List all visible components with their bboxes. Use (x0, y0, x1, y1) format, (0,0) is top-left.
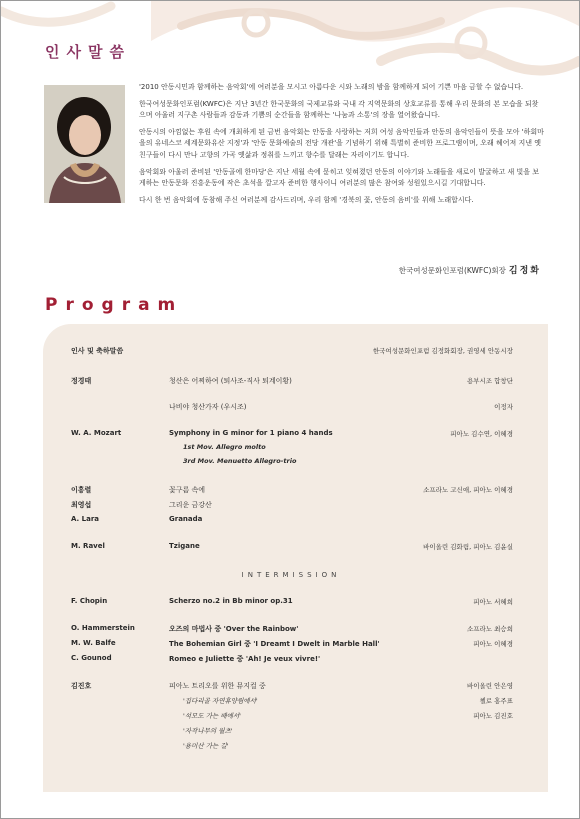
signature-org: 한국여성문화인포럼(KWFC)회장 (398, 266, 506, 275)
program-piece: 청산은 어찌하여 (퇴사조-직사 퇴계이황) (169, 377, 292, 385)
program-piece: Granada (169, 515, 203, 523)
program-performer: W. A. Mozart (71, 429, 122, 437)
program-performer: C. Gounod (71, 654, 112, 662)
program-artists: 피아노 이혜경 (473, 640, 513, 648)
program-performer: 인사 및 축하말씀 (71, 347, 124, 355)
program-artists: 소프라노 고신애, 피아노 이혜경 (423, 486, 513, 494)
program-title: Program (45, 295, 184, 315)
program-piece: 나비야 청산가자 (우시조) (169, 403, 247, 411)
program-movement: 1st Mov. Allegro molto (183, 443, 266, 451)
portrait-photo (44, 85, 125, 203)
program-performer: 이흥렬 (71, 486, 92, 494)
program-performer: F. Chopin (71, 597, 108, 605)
program-piece: 꽃구름 속에 (169, 486, 206, 494)
program-artists: 이정자 (494, 403, 513, 411)
program-performer: O. Hammerstein (71, 624, 135, 632)
greeting-paragraph: '2010 안동시민과 함께하는 음악회'에 여러분을 모시고 아름다운 시와 노래의 밤을 함께하게 되어 기쁜 마음 금할 수 없습니다. (139, 83, 524, 91)
greeting-paragraph: 한국여성문화인포럼(KWFC)은 지난 3년간 한국문화의 국제교류와 국내 각 지역문화의 상호교류를 통해 우리 문화의 본 모습을 되찾으며 아울러 지구촌 사람들과 감동과 기쁨의 순간들을 함께하는 '나눔과 소통'의 장을 열어왔습니다. (139, 99, 539, 120)
program-performer: M. Ravel (71, 542, 105, 550)
signature (399, 263, 541, 276)
program-panel (43, 324, 548, 792)
program-artists: 피아노 서혜희 (473, 598, 513, 606)
program-artists: 첼로 홍주표 (479, 697, 513, 705)
program-movement: 3rd Mov. Menuetto Allegro-trio (183, 457, 297, 465)
program-performer: 김진호 (71, 682, 92, 690)
program-artists: 피아노 김수연, 이혜경 (450, 430, 513, 438)
program-piece: 오즈의 마법사 중 'Over the Rainbow' (169, 625, 299, 633)
program-piece: Romeo e Juliette 중 'Ah! Je veux vivre!' (169, 655, 321, 663)
program-piece: 그리운 금강산 (169, 501, 212, 509)
program-artists: 용부시조 합창단 (466, 377, 513, 385)
program-artists: 바이올린 김화림, 피아노 김윤실 (423, 543, 513, 551)
program-movement: '용미산 가는 길' (183, 742, 229, 750)
program-artists: 바이올린 안은영 (466, 682, 513, 690)
program-movement: '집다리골 자연휴양림에서' (183, 697, 258, 705)
program-artists: 한국여성문화인포럼 김정화회장, 권영세 안동시장 (372, 347, 513, 355)
greeting-title: 인사말씀 (45, 43, 131, 61)
greeting-paragraph: 다시 한 번 음악회에 동참해 주신 여러분께 감사드리며, 우리 함께 '경북의 꽃, 안동의 음비'를 위해 노래합시다. (139, 195, 474, 204)
program-piece: Scherzo no.2 in Bb minor op.31 (169, 597, 293, 605)
program-performer: M. W. Balfe (71, 639, 116, 647)
greeting-text (139, 82, 545, 211)
program-piece: Symphony in G minor for 1 piano 4 hands (169, 429, 333, 437)
program-performer: 정경태 (71, 377, 92, 385)
program-artists: 소프라노 최승희 (466, 625, 513, 633)
program-piece: The Bohemian Girl 중 'I Dreamt I Dwelt in Marble Hall' (169, 640, 380, 648)
program-movement: '자작나무의 월츠' (183, 727, 233, 735)
program-performer: 최영섭 (71, 501, 92, 509)
program-artists: 피아노 김진호 (473, 712, 513, 720)
signature-name: 김정화 (508, 266, 541, 276)
program-movement: '석모도 가는 배에서' (183, 712, 241, 720)
intermission-label: INTERMISSION (241, 571, 341, 579)
program-performer: A. Lara (71, 515, 100, 523)
program-piece: 피아노 트리오를 위한 뮤지컬 중 (169, 682, 266, 690)
greeting-paragraph: 안동시의 아낌없는 후원 속에 개최하게 된 금번 음악회는 안동을 사랑하는 저희 여성 음악인들과 안동의 음악인들이 뜻을 모아 '하회마을의 유네스코 세계문화유산 지정'과 '안동 문화예술의 전당 개관'을 기념하기 위해 특별히 준비한 프로그램이며, 오래 헤어져 지낸 옛 친구들이 다시 만나 고향의 가곡 옛삶과 정취를 느끼고 향수를 달래는 자리이기도 합니다. (139, 127, 544, 159)
program-piece: Tzigane (169, 542, 200, 550)
greeting-paragraph: 음악회와 아울러 준비된 '안동골에 한마당'은 지난 세월 속에 묻히고 잊혀졌던 안동의 이야기와 노래들을 새로이 발굴하고 새 빛을 보게하는 안동문화 진흥운동에 작은 초석을 깔고자 준비한 행사이니 여러분의 많은 참여와 성원있으시길 기대합니다. (139, 167, 540, 188)
